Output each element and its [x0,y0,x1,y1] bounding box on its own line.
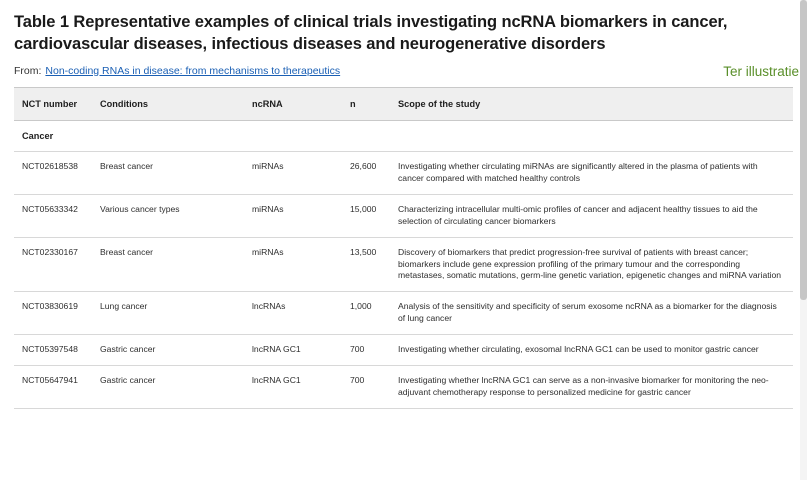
table-row [14,194,793,237]
cell-nct: NCT05647941 [14,365,92,408]
cell-conditions: Gastric cancer [92,365,244,408]
cell-nct: NCT05397548 [14,334,92,365]
vertical-scrollbar[interactable] [800,0,807,480]
cell-n: 15,000 [342,194,390,237]
section-label-cancer: Cancer [14,120,793,152]
cell-ncrna: miRNAs [244,152,342,195]
cell-ncrna: miRNAs [244,194,342,237]
cell-conditions: Lung cancer [92,292,244,335]
cell-scope: Investigating whether circulating, exosomal lncRNA GC1 can be used to monitor gastric cancer [390,334,793,365]
table-header-row [14,87,793,120]
cell-ncrna: lncRNA GC1 [244,365,342,408]
source-line [14,65,793,77]
table-row [14,334,793,365]
table-section-header [14,120,793,152]
cell-nct: NCT05633342 [14,194,92,237]
from-label: From: [14,64,42,77]
annotation-text: Ter illustratie [723,64,799,79]
cell-nct: NCT03830619 [14,292,92,335]
cell-scope: Discovery of biomarkers that predict progression-free survival of patients with breast cancer; biomarkers include gene expression profiling of the primary tumour and the corresponding metastases, somatic mutations, germ-line genetic variation, epigenetic changes and miRNA variation [390,237,793,292]
cell-conditions: Various cancer types [92,194,244,237]
cell-scope: Investigating whether circulating miRNAs are significantly altered in the plasma of patients with cancer compared with matched healthy controls [390,152,793,195]
cell-n: 700 [342,334,390,365]
cell-nct: NCT02330167 [14,237,92,292]
table-header [14,87,793,120]
column-header-n: n [342,87,390,120]
page-title: Table 1 Representative examples of clinical trials investigating ncRNA biomarkers in cancer, cardiovascular diseases, infectious diseases and neurogenerative disorders [14,13,728,53]
column-header-ncrna: ncRNA [244,87,342,120]
source-link[interactable]: Non-coding RNAs in disease: from mechanisms to therapeutics [45,64,341,77]
cell-ncrna: lncRNAs [244,292,342,335]
cell-n: 700 [342,365,390,408]
column-header-scope: Scope of the study [390,87,793,120]
cell-n: 13,500 [342,237,390,292]
cell-scope: Investigating whether lncRNA GC1 can serve as a non-invasive biomarker for monitoring the neo-adjuvant chemotherapy response to personalized medicine for gastric cancer [390,365,793,408]
cell-n: 1,000 [342,292,390,335]
clinical-trials-table [14,87,793,409]
cell-scope: Characterizing intracellular multi-omic profiles of cancer and adjacent healthy tissues to aid the selection of circulating cancer biomarkers [390,194,793,237]
cell-ncrna: miRNAs [244,237,342,292]
cell-scope: Analysis of the sensitivity and specificity of serum exosome ncRNA as a biomarker for the diagnosis of lung cancer [390,292,793,335]
cell-nct: NCT02618538 [14,152,92,195]
cell-conditions: Breast cancer [92,152,244,195]
cell-ncrna: lncRNA GC1 [244,334,342,365]
cell-conditions: Breast cancer [92,237,244,292]
table-row [14,365,793,408]
scrollbar-thumb[interactable] [800,0,807,300]
table-row [14,292,793,335]
column-header-conditions: Conditions [92,87,244,120]
table-body [14,120,793,408]
table-row [14,152,793,195]
column-header-nct: NCT number [14,87,92,120]
cell-n: 26,600 [342,152,390,195]
cell-conditions: Gastric cancer [92,334,244,365]
table-row [14,237,793,292]
